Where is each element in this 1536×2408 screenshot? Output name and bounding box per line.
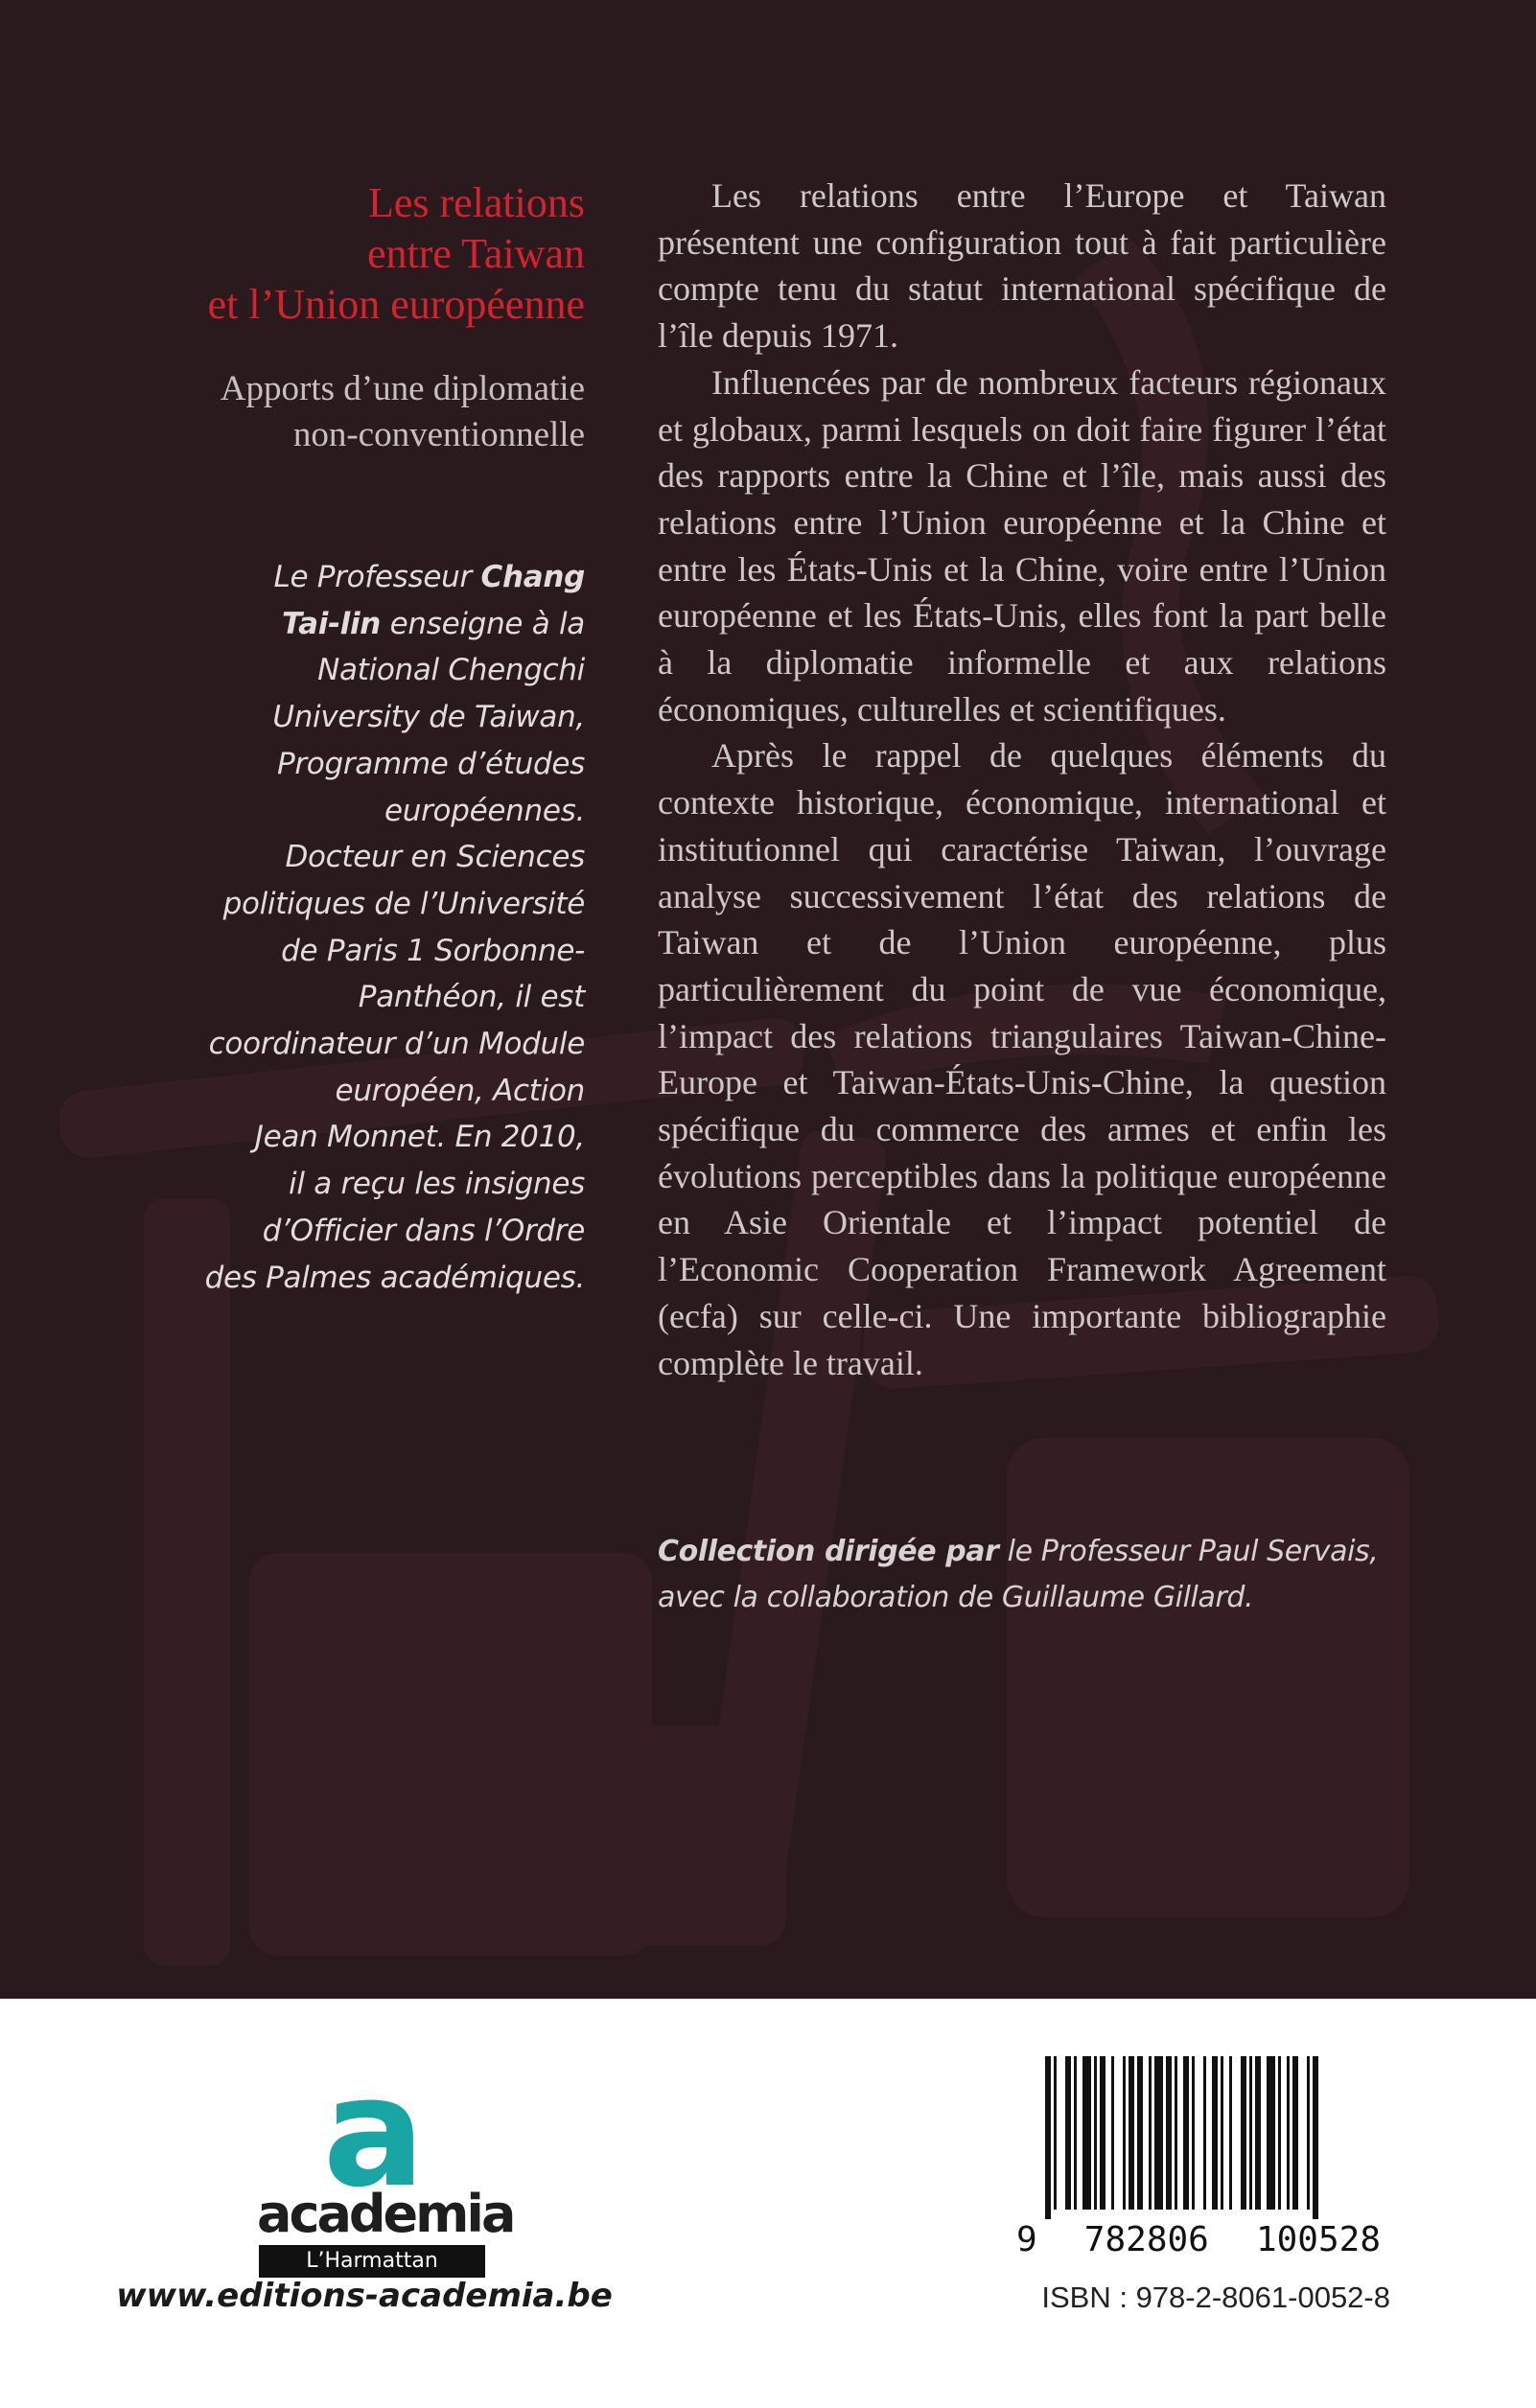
barcode-bar <box>1192 2056 1195 2210</box>
logo-letter: a <box>322 2045 422 2221</box>
publisher-website[interactable]: www.editions-academia.be <box>116 2277 613 2315</box>
description-paragraph: Influencées par de nombreux facteurs régionaux et globaux, parmi lesquels on doit faire figurer l’état des rapports entre la Chine et l’île, mais aussi des relations entre l’Union européenne et la Chine et entre les États-Unis et la Chine, voire entre l’Union européenne et les États-Unis, elles font la part belle à la diplomatie informelle et aux relations économiques, culturelles et scientifiques. <box>658 362 1386 729</box>
barcode-bar <box>1100 2056 1105 2210</box>
barcode-bar <box>1166 2056 1172 2210</box>
barcode-bar <box>1123 2056 1126 2210</box>
barcode-bar <box>1292 2056 1298 2210</box>
barcode-bar <box>1287 2056 1290 2210</box>
logo-wordmark: academia <box>257 2184 514 2244</box>
description-paragraph: Les relations entre l’Europe et Taiwan présentent une configuration tout à fait particulière compte tenu du statut international spécifique de l’île depuis 1971. <box>658 176 1386 356</box>
barcode-digits: 9 782806 100528 <box>1016 2220 1381 2259</box>
barcode-bar <box>1111 2056 1114 2210</box>
barcode-bar <box>1074 2056 1077 2210</box>
barcode-bars <box>1016 2056 1390 2219</box>
barcode-bar <box>1267 2056 1275 2210</box>
left-column <box>96 177 585 1301</box>
barcode-bar <box>1175 2056 1177 2210</box>
book-subtitle: Apports d’une diplomatie non-conventionnelle <box>220 369 585 454</box>
barcode-bar <box>1129 2056 1134 2210</box>
barcode-bar <box>1313 2056 1318 2219</box>
barcode-bar <box>1082 2056 1091 2210</box>
barcode-bar <box>1094 2056 1097 2210</box>
barcode-bar <box>1183 2056 1189 2210</box>
description-paragraph: Après le rappel de quelques éléments du contexte historique, économique, international et institutionnel qui caractérise Taiwan, l’ouvrage analyse successivement l’état des relations de Taiwan et de l’Union européenne, plus particulièrement du point de vue économique, l’impact des relations triangulaires Taiwan-Chine-Europe et Taiwan-États-Unis-Chine, la question spécifique du commerce des armes et enfin les évolutions perceptibles dans la politique européenne en Asie Orientale et l’impact potentiel de l’Economic Cooperation Framework Agreement (ecfa) sur celle-ci. Une importante bibliographie complète le travail. <box>658 736 1386 1382</box>
barcode-bar <box>1065 2056 1071 2210</box>
barcode-bar <box>1054 2056 1057 2210</box>
barcode-bar <box>1249 2056 1252 2210</box>
barcode-bar <box>1241 2056 1246 2210</box>
barcode-bar <box>1255 2056 1261 2210</box>
barcode-bar <box>1045 2056 1051 2219</box>
barcode-bar <box>1154 2056 1163 2210</box>
barcode-bar <box>1137 2056 1143 2210</box>
barcode-bar <box>1307 2056 1310 2210</box>
logo-subtitle: L’Harmattan <box>259 2245 485 2278</box>
collection-credit: Collection dirigée par le Professeur Paul Servais, avec la collaboration de Guillaume Gillard. <box>658 1535 1379 1614</box>
isbn-label: ISBN : 978-2-8061-0052-8 <box>1041 2281 1390 2314</box>
author-bio: Le Professeur Chang Tai-lin enseigne à la National Chengchi University de Taiwan, Programme d’études européennes. Docteur en Sciences politiques de l’Université de Paris 1 Sorbonne- Panthéon, il est coordinateur d’un Module européen, Action Jean Monnet. En 2010, il a reçu les insignes d’Officier dans l’Ordre des Palmes académiques. <box>204 560 585 1295</box>
barcode-bar <box>1278 2056 1281 2210</box>
barcode <box>1016 2056 1390 2259</box>
barcode-bar <box>1203 2056 1206 2210</box>
barcode-bar <box>1149 2056 1152 2210</box>
barcode-bar <box>1221 2056 1223 2210</box>
book-title: Les relations entre Taiwan et l’Union européenne <box>207 179 585 328</box>
publisher-logo <box>257 2045 514 2278</box>
book-description <box>658 173 1386 1386</box>
barcode-bar <box>1229 2056 1232 2210</box>
barcode-bar <box>1212 2056 1218 2210</box>
